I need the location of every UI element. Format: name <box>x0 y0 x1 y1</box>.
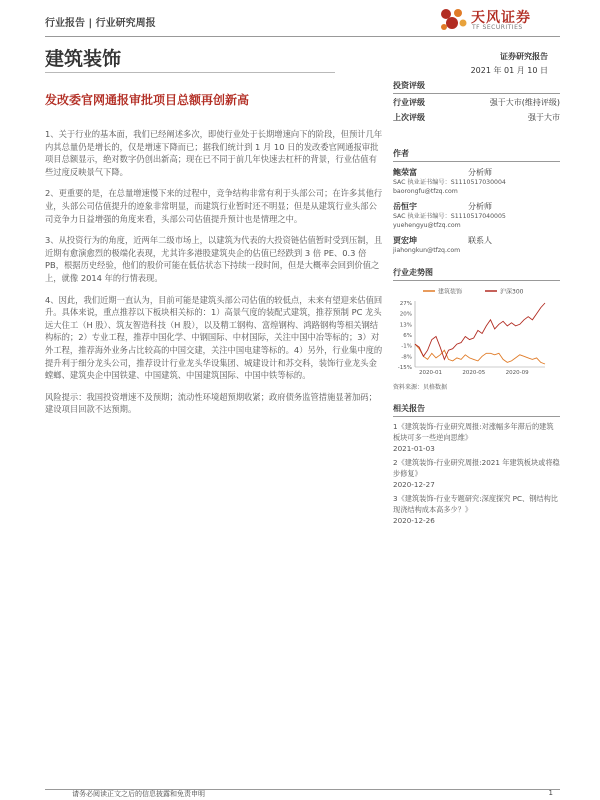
body-paragraph-3: 3、从投资行为的角度，近两年二级市场上，以建筑为代表的大投资链估值暂时受到压制，且近期有愈演愈烈的极端化表现，尤其许多港股建筑央企的估值已经跌到 3 倍 PE、0.3 倍 PB，根据历史经验，他们的股价可能在低估状态下持续一段时间，但是大概率会回到价值之上，就像 2014 年的行情表现。 <box>45 235 383 283</box>
y-tick-label: 6% <box>403 333 412 339</box>
author-name: 鲍荣富 <box>393 168 417 177</box>
body-paragraph-2: 2、更重要的是，在总量增速慢下来的过程中，竞争结构非常有利于头部公司；在许多其他行业，头部公司估值提升的迹象非常明显，而建筑行业暂时还不明显；但是从建筑行业头部公司竞争力日益增强的角度来看，头部公司估值提升预计也是情理之中。 <box>45 188 383 224</box>
authors-section <box>393 146 560 255</box>
body-paragraph-1: 1、关于行业的基本面，我们已经阐述多次，即使行业处于长期增速向下的阶段，但预计几年内其总量仍是增长的，仅是增速下降而已；据我们统计到 1 月 10 日的发改委官网通报审批项目总额显示，绝对数字仍创出新高；现在已不同于前几年快速去杠杆的背景，行业估值有些过度反映景气下降。 <box>45 129 383 177</box>
report-type: 证券研究报告 <box>500 52 548 61</box>
footer-disclaimer: 请务必阅读正文之后的信息披露和免责申明 <box>72 790 205 798</box>
trend-section <box>393 265 560 391</box>
related-report-date: 2020-12-27 <box>393 480 435 489</box>
y-tick-label: -1% <box>401 343 412 350</box>
company-logo <box>438 6 560 36</box>
legend-label: 沪深300 <box>500 288 524 296</box>
x-tick-label: 2020-05 <box>462 370 486 376</box>
chart-source: 资料来源：贝格数据 <box>393 384 448 391</box>
industry-name: 建筑装饰 <box>45 48 122 70</box>
report-title: 发改委官网通报审批项目总额再创新高 <box>45 93 250 107</box>
industry-rating-label: 行业评级 <box>393 98 425 107</box>
previous-rating-value: 强于大市 <box>528 113 560 122</box>
author-name: 岳恒宇 <box>393 202 417 211</box>
author-role: 分析师 <box>468 168 492 177</box>
logo-name: 天风证券 <box>471 10 531 26</box>
y-tick-label: 13% <box>399 322 412 329</box>
sidebar <box>393 78 560 525</box>
report-category: 行业报告 | 行业研究周报 <box>45 18 156 29</box>
report-date: 2021 年 01 月 10 日 <box>470 66 548 75</box>
authors-section-title: 作者 <box>393 146 560 162</box>
related-report-date: 2020-12-26 <box>393 516 435 525</box>
author-cert: SAC 执业证书编号：S1110517040005 <box>393 213 506 220</box>
industry-rating <box>393 94 560 109</box>
x-tick-label: 2020-09 <box>505 370 529 376</box>
header-divider <box>45 36 560 37</box>
author-entry <box>393 201 560 230</box>
x-tick-label: 2020-01 <box>419 370 442 376</box>
y-tick-label: -8% <box>401 354 412 361</box>
logo-name-en: TF SECURITIES <box>472 24 523 31</box>
author-email[interactable]: yuehengyu@tfzq.com <box>393 222 461 229</box>
author-name: 贾宏坤 <box>393 236 417 245</box>
trend-chart-svg <box>393 285 553 380</box>
related-report-date: 2021-01-03 <box>393 444 435 453</box>
related-report-title[interactable]: 3《建筑装饰-行业专题研究:深度探究 PC、钢结构比现浇结构成本高多少？》 <box>393 494 558 514</box>
y-tick-label: 27% <box>399 301 412 307</box>
page-number: 1 <box>548 789 553 797</box>
author-entry <box>393 167 560 196</box>
previous-rating <box>393 109 560 124</box>
body-paragraph-4: 4、因此，我们近期一直认为，目前可能是建筑头部公司估值的较低点，未来有望迎来估值回升。具体来说，重点推荐以下板块相关标的：1）高景气度的装配式建筑，推荐预制 PC 龙头远大住工（H 股）、筑友智造科技（H 股），以及精工钢构、富煌钢构、鸿路钢构等相关钢结构标的；2）专业工程，推荐中国化学、中钢国际、中材国际，关注中国中冶等标的；3）对外工程，推荐海外业务占比较高的中国交建，关注中国电建等标的。4）另外，行业集中度的提升利于细分龙头公司，推荐设计行业龙头华设集团、城建设计和苏交科，装饰行业龙头金螳螂、建筑央企中国铁建、中国建筑、中国建筑国际、中国中铁等标的。 <box>45 294 383 381</box>
logo-mark-icon <box>438 8 468 34</box>
series-line-industry <box>415 344 545 364</box>
report-body <box>45 128 385 425</box>
title-divider <box>45 72 335 73</box>
risk-warning: 风险提示：我国投资增速不及预期；流动性环境超预期收紧；政府债务监管措施显著加码；建设项目回款不达预期。 <box>45 391 377 415</box>
rating-section-title: 投资评级 <box>393 78 560 94</box>
report-header <box>45 10 560 36</box>
related-report-title[interactable]: 2《建筑装饰-行业研究周报:2021 年建筑板块或将稳步修复》 <box>393 458 560 478</box>
related-reports <box>393 401 560 525</box>
author-email[interactable]: jiahongkun@tfzq.com <box>393 247 461 254</box>
industry-rating-value: 强于大市(维持评级) <box>489 98 560 107</box>
series-line-index <box>415 303 545 359</box>
author-cert: SAC 执业证书编号：S1110517030004 <box>393 179 506 186</box>
trend-chart <box>393 285 560 380</box>
previous-rating-label: 上次评级 <box>393 113 425 122</box>
y-tick-label: -15% <box>397 365 412 371</box>
related-section-title: 相关报告 <box>393 401 560 417</box>
author-entry <box>393 235 560 255</box>
trend-section-title: 行业走势图 <box>393 265 560 281</box>
author-email[interactable]: baorongfu@tfzq.com <box>393 188 458 195</box>
y-tick-label: 20% <box>399 311 412 318</box>
author-role: 联系人 <box>468 236 492 245</box>
author-role: 分析师 <box>468 202 492 211</box>
related-report-title[interactable]: 1《建筑装饰-行业研究周报:对涨幅多年滞后的建筑板块可多一些逆向思维》 <box>393 422 554 442</box>
legend-label: 建筑装饰 <box>438 288 463 296</box>
